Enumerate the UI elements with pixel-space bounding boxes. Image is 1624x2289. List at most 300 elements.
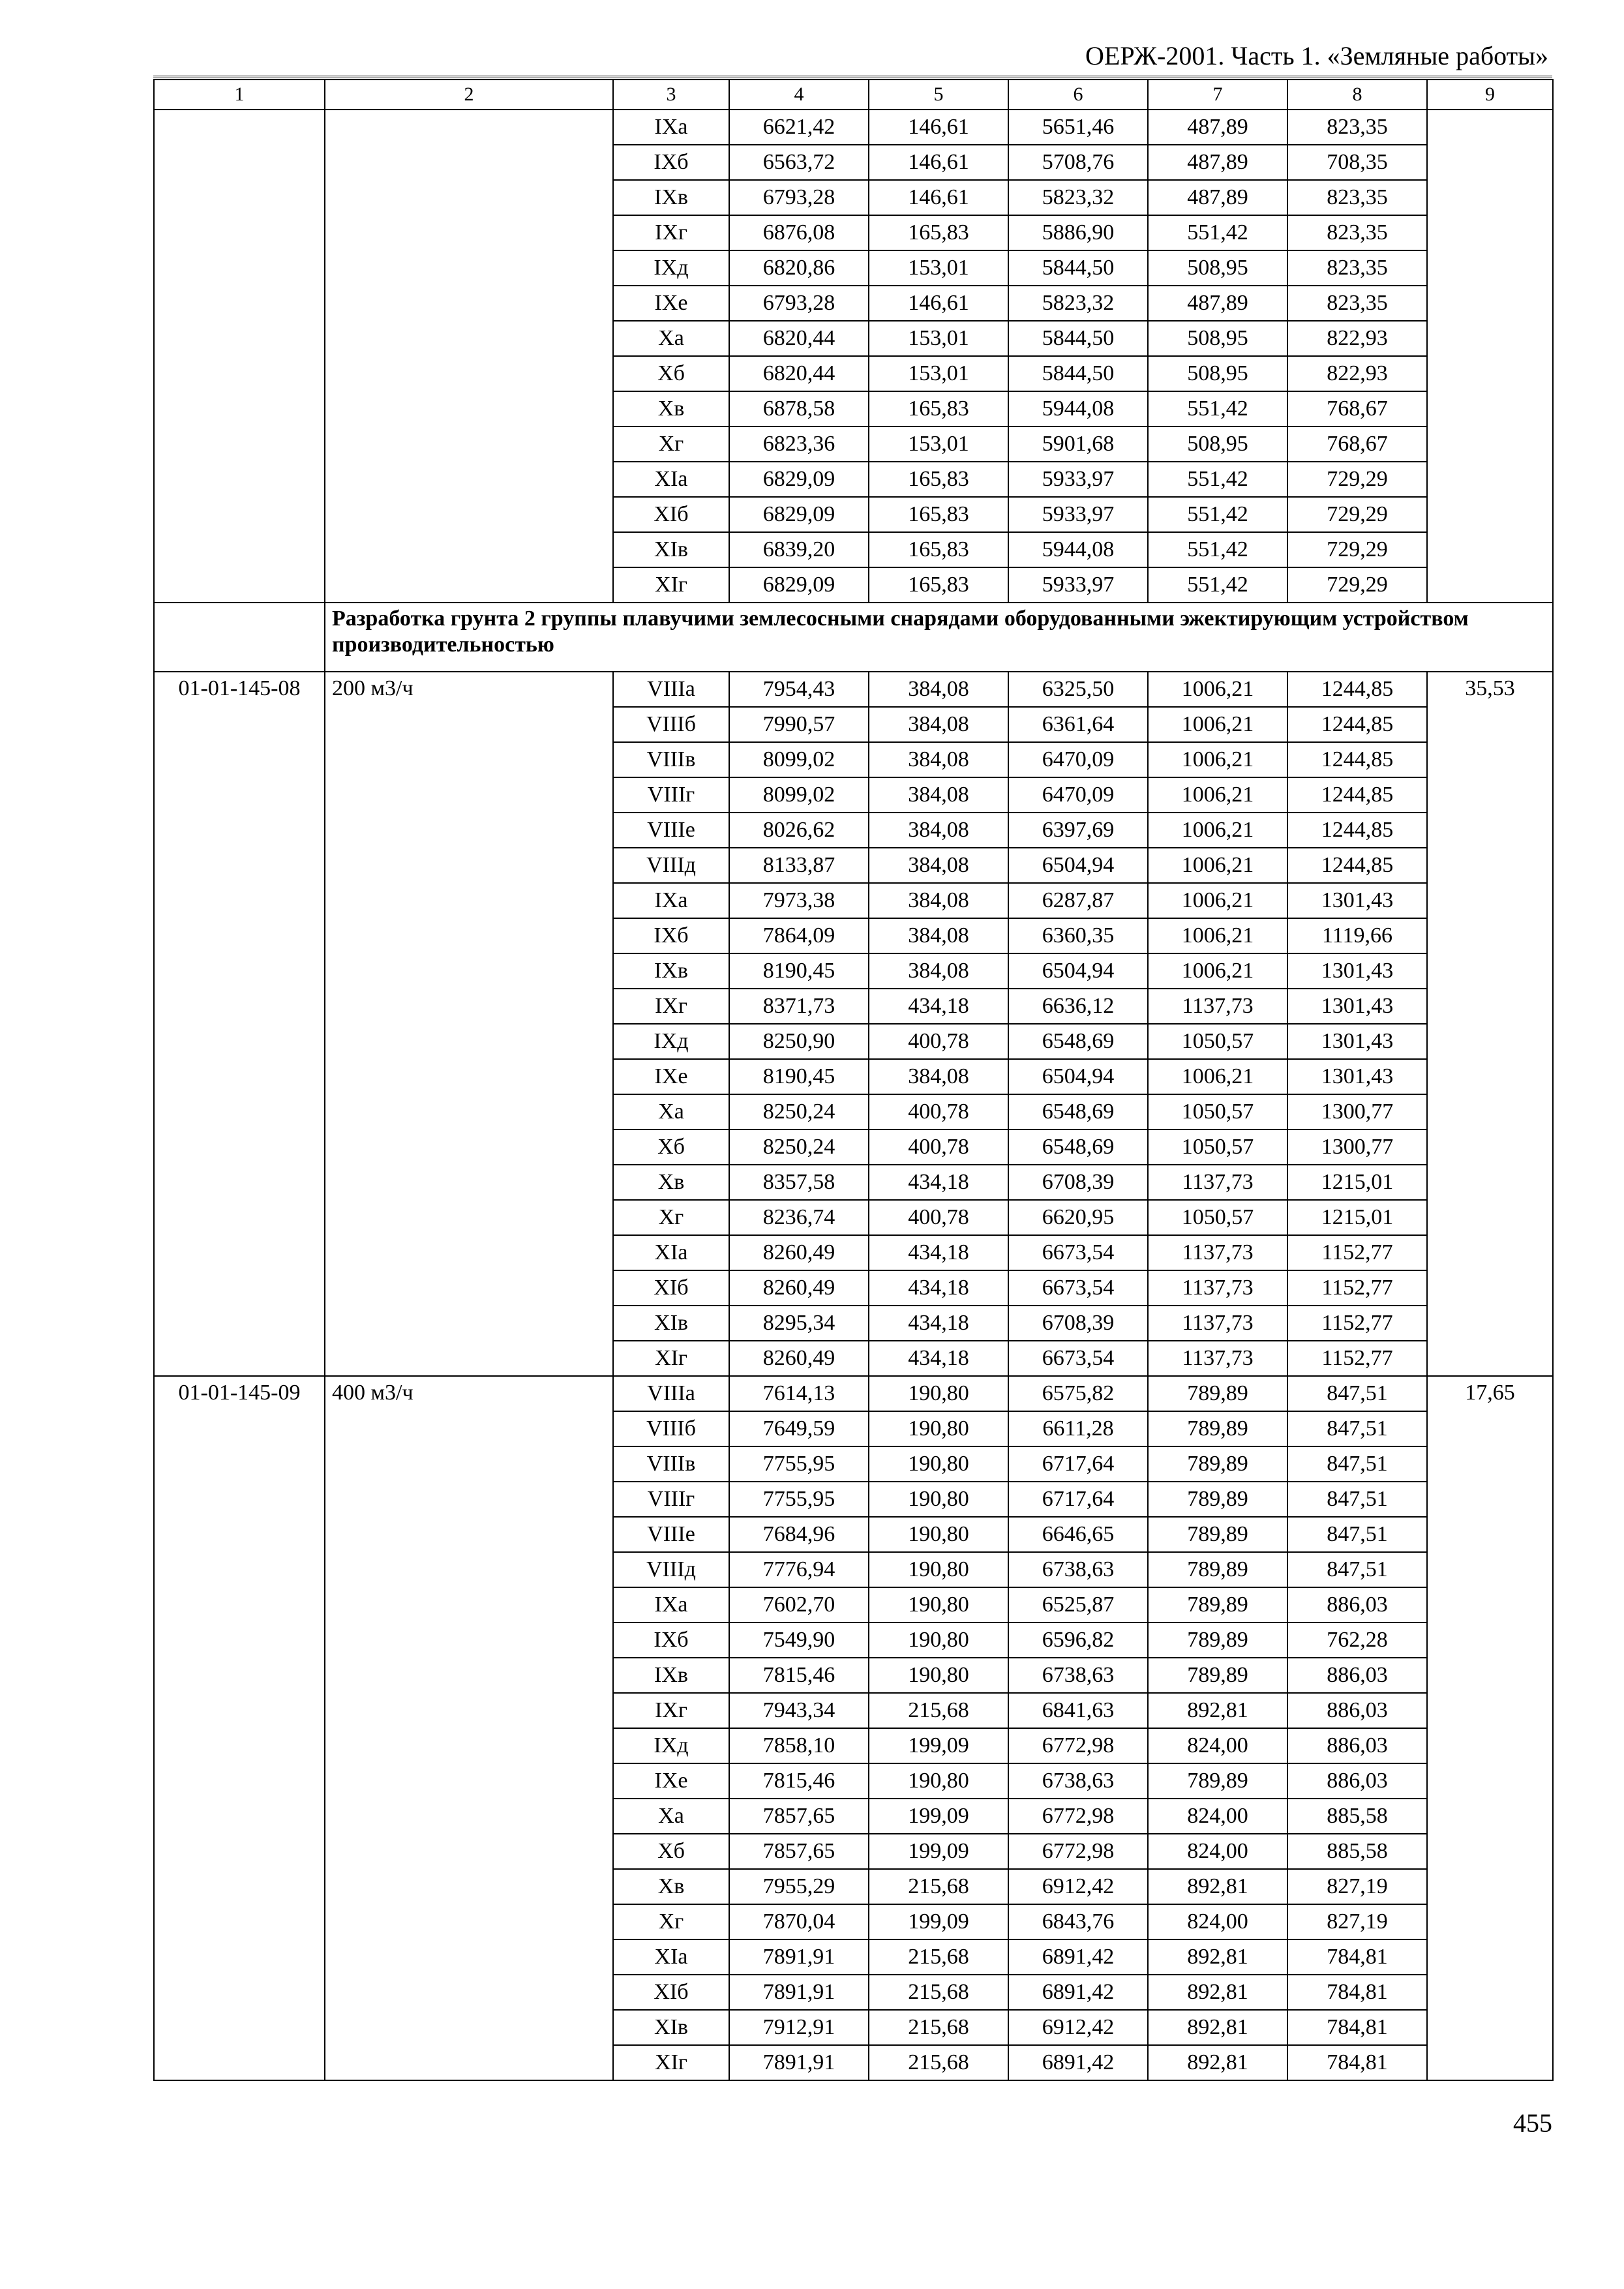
direct-costs-cell: 6829,09 [729,462,869,497]
machinist-wages-cell: 824,00 [1148,1799,1287,1834]
materials-cell: 847,51 [1287,1552,1427,1587]
machinist-wages-cell: 892,81 [1148,1975,1287,2010]
wages-cell: 384,08 [869,777,1008,813]
direct-costs-cell: 6793,28 [729,286,869,321]
machinist-wages-cell: 1006,21 [1148,848,1287,883]
machinist-wages-cell: 892,81 [1148,1939,1287,1975]
materials-cell: 885,58 [1287,1834,1427,1869]
wages-cell: 400,78 [869,1024,1008,1059]
machinist-wages-cell: 824,00 [1148,1834,1287,1869]
machine-costs-cell: 6708,39 [1008,1165,1148,1200]
machine-costs-cell: 6912,42 [1008,2010,1148,2045]
direct-costs-cell: 7755,95 [729,1446,869,1482]
machine-costs-cell: 6397,69 [1008,813,1148,848]
grade-cell: IXе [613,286,729,321]
machine-costs-cell: 6772,98 [1008,1799,1148,1834]
machinist-wages-cell: 1006,21 [1148,742,1287,777]
direct-costs-cell: 7870,04 [729,1904,869,1939]
wages-cell: 199,09 [869,1904,1008,1939]
direct-costs-cell: 8295,34 [729,1306,869,1341]
column-number: 1 [154,80,325,110]
grade-cell: IXа [613,1587,729,1623]
wages-cell: 199,09 [869,1728,1008,1763]
labor-cost-cell: 17,65 [1427,1376,1553,2080]
machinist-wages-cell: 1006,21 [1148,883,1287,918]
machinist-wages-cell: 1050,57 [1148,1200,1287,1235]
materials-cell: 1152,77 [1287,1306,1427,1341]
materials-cell: 768,67 [1287,426,1427,462]
machine-costs-cell: 5933,97 [1008,497,1148,532]
machine-costs-cell: 5886,90 [1008,215,1148,250]
materials-cell: 1244,85 [1287,742,1427,777]
rate-code: 01-01-145-09 [154,1376,325,2080]
grade-cell: VIIIг [613,1482,729,1517]
grade-cell: XIв [613,2010,729,2045]
machinist-wages-cell: 1137,73 [1148,1235,1287,1270]
grade-cell: Xв [613,391,729,426]
grade-cell: VIIIд [613,1552,729,1587]
wages-cell: 190,80 [869,1482,1008,1517]
wages-cell: 384,08 [869,883,1008,918]
machine-costs-cell: 6287,87 [1008,883,1148,918]
machinist-wages-cell: 789,89 [1148,1587,1287,1623]
machinist-wages-cell: 1137,73 [1148,989,1287,1024]
wages-cell: 190,80 [869,1376,1008,1411]
direct-costs-cell: 6621,42 [729,110,869,145]
materials-cell: 1244,85 [1287,813,1427,848]
machine-costs-cell: 6738,63 [1008,1763,1148,1799]
machinist-wages-cell: 1050,57 [1148,1024,1287,1059]
wages-cell: 190,80 [869,1446,1008,1482]
grade-cell: XIг [613,2045,729,2080]
machine-costs-cell: 5901,68 [1008,426,1148,462]
materials-cell: 1300,77 [1287,1130,1427,1165]
wages-cell: 215,68 [869,1975,1008,2010]
materials-cell: 885,58 [1287,1799,1427,1834]
machine-costs-cell: 6891,42 [1008,1939,1148,1975]
materials-cell: 1244,85 [1287,777,1427,813]
grade-cell: IXг [613,215,729,250]
labor-cost-cell: 35,53 [1427,672,1553,1376]
machine-costs-cell: 6636,12 [1008,989,1148,1024]
machine-costs-cell: 6525,87 [1008,1587,1148,1623]
materials-cell: 1301,43 [1287,883,1427,918]
grade-cell: IXа [613,883,729,918]
column-number: 4 [729,80,869,110]
materials-cell: 1301,43 [1287,953,1427,989]
machinist-wages-cell: 789,89 [1148,1446,1287,1482]
labor-cost-cell [1427,110,1553,603]
materials-cell: 1152,77 [1287,1235,1427,1270]
direct-costs-cell: 7990,57 [729,707,869,742]
wages-cell: 190,80 [869,1517,1008,1552]
direct-costs-cell: 6829,09 [729,567,869,603]
machine-costs-cell: 5944,08 [1008,391,1148,426]
grade-cell: XIб [613,1975,729,2010]
machinist-wages-cell: 508,95 [1148,356,1287,391]
materials-cell: 823,35 [1287,250,1427,286]
machinist-wages-cell: 551,42 [1148,567,1287,603]
wages-cell: 199,09 [869,1799,1008,1834]
grade-cell: Xб [613,356,729,391]
wages-cell: 434,18 [869,1306,1008,1341]
wages-cell: 384,08 [869,1059,1008,1094]
grade-cell: IXг [613,1693,729,1728]
materials-cell: 1244,85 [1287,848,1427,883]
grade-cell: IXв [613,953,729,989]
grade-cell: XIг [613,567,729,603]
machine-costs-cell: 6673,54 [1008,1341,1148,1376]
materials-cell: 1301,43 [1287,1024,1427,1059]
wages-cell: 434,18 [869,1165,1008,1200]
materials-cell: 823,35 [1287,180,1427,215]
wages-cell: 215,68 [869,1693,1008,1728]
wages-cell: 384,08 [869,707,1008,742]
column-number: 3 [613,80,729,110]
materials-cell: 1301,43 [1287,1059,1427,1094]
machine-costs-cell: 6611,28 [1008,1411,1148,1446]
materials-cell: 1215,01 [1287,1200,1427,1235]
machinist-wages-cell: 1137,73 [1148,1270,1287,1306]
wages-cell: 165,83 [869,215,1008,250]
materials-cell: 729,29 [1287,462,1427,497]
page-number: 455 [1513,2108,1552,2138]
materials-cell: 768,67 [1287,391,1427,426]
materials-cell: 823,35 [1287,286,1427,321]
grade-cell: IXе [613,1763,729,1799]
wages-cell: 384,08 [869,953,1008,989]
materials-cell: 729,29 [1287,497,1427,532]
machinist-wages-cell: 1050,57 [1148,1094,1287,1130]
machinist-wages-cell: 508,95 [1148,321,1287,356]
machinist-wages-cell: 1006,21 [1148,918,1287,953]
direct-costs-cell: 7649,59 [729,1411,869,1446]
machinist-wages-cell: 1137,73 [1148,1341,1287,1376]
machine-costs-cell: 6504,94 [1008,953,1148,989]
direct-costs-cell: 6563,72 [729,145,869,180]
work-name: 400 м3/ч [325,1376,613,2080]
wages-cell: 400,78 [869,1094,1008,1130]
wages-cell: 384,08 [869,672,1008,707]
wages-cell: 400,78 [869,1200,1008,1235]
machinist-wages-cell: 1006,21 [1148,777,1287,813]
grade-cell: XIг [613,1341,729,1376]
direct-costs-cell: 7614,13 [729,1376,869,1411]
grade-cell: XIв [613,1306,729,1341]
direct-costs-cell: 7815,46 [729,1658,869,1693]
machinist-wages-cell: 789,89 [1148,1658,1287,1693]
grade-cell: IXе [613,1059,729,1094]
materials-cell: 886,03 [1287,1587,1427,1623]
machinist-wages-cell: 789,89 [1148,1552,1287,1587]
machine-costs-cell: 5844,50 [1008,356,1148,391]
wages-cell: 165,83 [869,532,1008,567]
machinist-wages-cell: 508,95 [1148,250,1287,286]
grade-cell: Xг [613,1904,729,1939]
grade-cell: VIIIд [613,848,729,883]
materials-cell: 886,03 [1287,1728,1427,1763]
section-spacer-cell [154,603,325,672]
materials-cell: 784,81 [1287,2045,1427,2080]
grade-cell: VIIIб [613,1411,729,1446]
direct-costs-cell: 7864,09 [729,918,869,953]
machine-costs-cell: 6772,98 [1008,1728,1148,1763]
grade-cell: IXд [613,250,729,286]
materials-cell: 847,51 [1287,1446,1427,1482]
direct-costs-cell: 6876,08 [729,215,869,250]
machine-costs-cell: 6891,42 [1008,1975,1148,2010]
machinist-wages-cell: 487,89 [1148,110,1287,145]
machine-costs-cell: 6738,63 [1008,1658,1148,1693]
materials-cell: 784,81 [1287,1939,1427,1975]
materials-cell: 827,19 [1287,1904,1427,1939]
grade-cell: XIб [613,1270,729,1306]
direct-costs-cell: 6820,44 [729,321,869,356]
direct-costs-cell: 7857,65 [729,1834,869,1869]
direct-costs-cell: 7755,95 [729,1482,869,1517]
machinist-wages-cell: 789,89 [1148,1376,1287,1411]
machinist-wages-cell: 824,00 [1148,1904,1287,1939]
direct-costs-cell: 7891,91 [729,1939,869,1975]
materials-cell: 847,51 [1287,1517,1427,1552]
wages-cell: 153,01 [869,250,1008,286]
materials-cell: 847,51 [1287,1411,1427,1446]
machine-costs-cell: 6772,98 [1008,1834,1148,1869]
materials-cell: 1300,77 [1287,1094,1427,1130]
machine-costs-cell: 6841,63 [1008,1693,1148,1728]
materials-cell: 1301,43 [1287,989,1427,1024]
grade-cell: IXв [613,180,729,215]
wages-cell: 190,80 [869,1623,1008,1658]
grade-cell: XIа [613,462,729,497]
machinist-wages-cell: 487,89 [1148,286,1287,321]
column-number: 5 [869,80,1008,110]
direct-costs-cell: 6829,09 [729,497,869,532]
machinist-wages-cell: 789,89 [1148,1482,1287,1517]
grade-cell: VIIIа [613,672,729,707]
machine-costs-cell: 6738,63 [1008,1552,1148,1587]
direct-costs-cell: 7602,70 [729,1587,869,1623]
direct-costs-cell: 6878,58 [729,391,869,426]
grade-cell: IXв [613,1658,729,1693]
direct-costs-cell: 8260,49 [729,1341,869,1376]
wages-cell: 384,08 [869,742,1008,777]
wages-cell: 434,18 [869,1235,1008,1270]
direct-costs-cell: 6820,86 [729,250,869,286]
wages-cell: 215,68 [869,2010,1008,2045]
machinist-wages-cell: 1006,21 [1148,707,1287,742]
grade-cell: Xа [613,321,729,356]
direct-costs-cell: 7973,38 [729,883,869,918]
materials-cell: 708,35 [1287,145,1427,180]
work-name [325,110,613,603]
grade-cell: IXг [613,989,729,1024]
machinist-wages-cell: 892,81 [1148,1869,1287,1904]
grade-cell: XIа [613,1235,729,1270]
section-heading-row [154,603,1553,672]
rate-code [154,110,325,603]
wages-cell: 190,80 [869,1552,1008,1587]
machine-costs-cell: 6596,82 [1008,1623,1148,1658]
materials-cell: 729,29 [1287,532,1427,567]
machinist-wages-cell: 551,42 [1148,462,1287,497]
direct-costs-cell: 7858,10 [729,1728,869,1763]
grade-cell: XIв [613,532,729,567]
wages-cell: 190,80 [869,1587,1008,1623]
machine-costs-cell: 6717,64 [1008,1446,1148,1482]
machine-costs-cell: 6646,65 [1008,1517,1148,1552]
direct-costs-cell: 7955,29 [729,1869,869,1904]
column-number: 6 [1008,80,1148,110]
wages-cell: 384,08 [869,848,1008,883]
work-name: 200 м3/ч [325,672,613,1376]
direct-costs-cell: 8236,74 [729,1200,869,1235]
grade-cell: VIIIа [613,1376,729,1411]
direct-costs-cell: 7891,91 [729,1975,869,2010]
materials-cell: 822,93 [1287,356,1427,391]
wages-cell: 215,68 [869,1869,1008,1904]
materials-cell: 847,51 [1287,1482,1427,1517]
materials-cell: 784,81 [1287,2010,1427,2045]
direct-costs-cell: 7684,96 [729,1517,869,1552]
grade-cell: VIIIв [613,1446,729,1482]
materials-cell: 729,29 [1287,567,1427,603]
table-row [154,1376,1553,1411]
header-title: ОЕРЖ-2001. Часть 1. «Земляные работы» [1085,41,1548,70]
table-row [154,672,1553,707]
materials-cell: 886,03 [1287,1763,1427,1799]
direct-costs-cell: 6823,36 [729,426,869,462]
wages-cell: 190,80 [869,1763,1008,1799]
grade-cell: IXа [613,110,729,145]
materials-cell: 886,03 [1287,1693,1427,1728]
direct-costs-cell: 8133,87 [729,848,869,883]
direct-costs-cell: 7815,46 [729,1763,869,1799]
wages-cell: 153,01 [869,426,1008,462]
grade-cell: Xг [613,1200,729,1235]
machine-costs-cell: 5844,50 [1008,321,1148,356]
column-number: 9 [1427,80,1553,110]
direct-costs-cell: 8190,45 [729,953,869,989]
column-number: 2 [325,80,613,110]
machine-costs-cell: 6673,54 [1008,1270,1148,1306]
direct-costs-cell: 8250,24 [729,1130,869,1165]
direct-costs-cell: 7776,94 [729,1552,869,1587]
machine-costs-cell: 5823,32 [1008,180,1148,215]
machine-costs-cell: 6620,95 [1008,1200,1148,1235]
direct-costs-cell: 6839,20 [729,532,869,567]
machine-costs-cell: 6470,09 [1008,777,1148,813]
wages-cell: 199,09 [869,1834,1008,1869]
machinist-wages-cell: 551,42 [1148,532,1287,567]
machinist-wages-cell: 1006,21 [1148,953,1287,989]
running-header [153,38,1552,78]
direct-costs-cell: 7549,90 [729,1623,869,1658]
machinist-wages-cell: 1006,21 [1148,672,1287,707]
wages-cell: 434,18 [869,1341,1008,1376]
direct-costs-cell: 8250,24 [729,1094,869,1130]
direct-costs-cell: 8099,02 [729,777,869,813]
machinist-wages-cell: 551,42 [1148,215,1287,250]
wages-cell: 434,18 [869,989,1008,1024]
wages-cell: 400,78 [869,1130,1008,1165]
direct-costs-cell: 8371,73 [729,989,869,1024]
grade-cell: VIIIб [613,707,729,742]
wages-cell: 165,83 [869,391,1008,426]
machine-costs-cell: 5944,08 [1008,532,1148,567]
machine-costs-cell: 5823,32 [1008,286,1148,321]
machine-costs-cell: 6548,69 [1008,1130,1148,1165]
materials-cell: 784,81 [1287,1975,1427,2010]
wages-cell: 146,61 [869,145,1008,180]
machine-costs-cell: 5933,97 [1008,462,1148,497]
direct-costs-cell: 6820,44 [729,356,869,391]
materials-cell: 822,93 [1287,321,1427,356]
machinist-wages-cell: 1137,73 [1148,1306,1287,1341]
wages-cell: 165,83 [869,567,1008,603]
machinist-wages-cell: 892,81 [1148,1693,1287,1728]
direct-costs-cell: 7912,91 [729,2010,869,2045]
materials-cell: 823,35 [1287,110,1427,145]
wages-cell: 165,83 [869,497,1008,532]
rates-table [153,79,1554,2081]
machine-costs-cell: 5708,76 [1008,145,1148,180]
machinist-wages-cell: 789,89 [1148,1763,1287,1799]
wages-cell: 384,08 [869,813,1008,848]
wages-cell: 146,61 [869,286,1008,321]
wages-cell: 146,61 [869,180,1008,215]
grade-cell: VIIIе [613,1517,729,1552]
materials-cell: 1215,01 [1287,1165,1427,1200]
machine-costs-cell: 6891,42 [1008,2045,1148,2080]
direct-costs-cell: 6793,28 [729,180,869,215]
grade-cell: VIIIе [613,813,729,848]
materials-cell: 1152,77 [1287,1341,1427,1376]
column-number: 8 [1287,80,1427,110]
machine-costs-cell: 5933,97 [1008,567,1148,603]
materials-cell: 1244,85 [1287,707,1427,742]
grade-cell: Xв [613,1869,729,1904]
wages-cell: 153,01 [869,321,1008,356]
table-row [154,110,1553,145]
machine-costs-cell: 6673,54 [1008,1235,1148,1270]
direct-costs-cell: 7891,91 [729,2045,869,2080]
direct-costs-cell: 8190,45 [729,1059,869,1094]
grade-cell: Xв [613,1165,729,1200]
machine-costs-cell: 6717,64 [1008,1482,1148,1517]
wages-cell: 384,08 [869,918,1008,953]
machinist-wages-cell: 1137,73 [1148,1165,1287,1200]
wages-cell: 165,83 [869,462,1008,497]
direct-costs-cell: 8250,90 [729,1024,869,1059]
grade-cell: XIб [613,497,729,532]
table-body [154,80,1553,2080]
machinist-wages-cell: 824,00 [1148,1728,1287,1763]
materials-cell: 823,35 [1287,215,1427,250]
materials-cell: 1152,77 [1287,1270,1427,1306]
rate-code: 01-01-145-08 [154,672,325,1376]
wages-cell: 146,61 [869,110,1008,145]
wages-cell: 190,80 [869,1658,1008,1693]
grade-cell: XIа [613,1939,729,1975]
grade-cell: VIIIг [613,777,729,813]
grade-cell: IXб [613,918,729,953]
materials-cell: 886,03 [1287,1658,1427,1693]
wages-cell: 215,68 [869,2045,1008,2080]
grade-cell: Xа [613,1094,729,1130]
column-number-row [154,80,1553,110]
materials-cell: 847,51 [1287,1376,1427,1411]
